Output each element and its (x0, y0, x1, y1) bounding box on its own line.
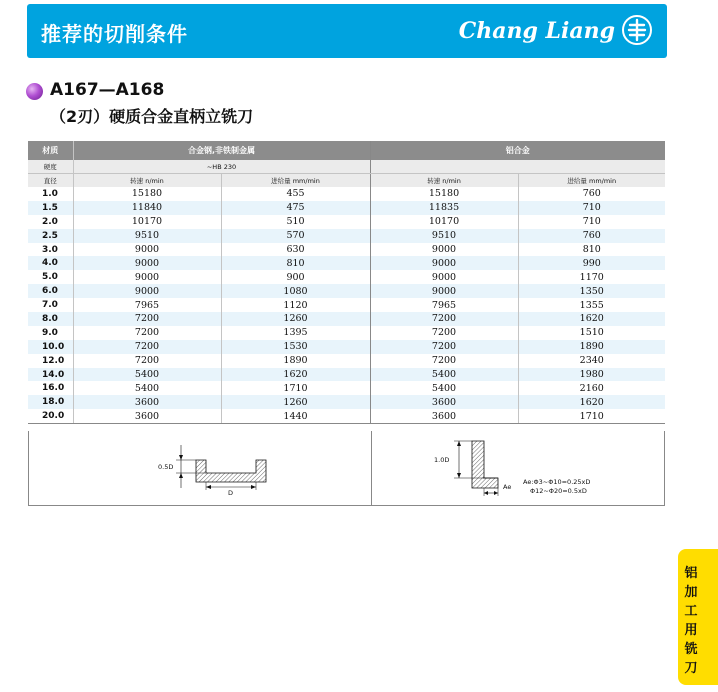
speed-cell-alloy-steel: 9510 (73, 229, 221, 243)
table-row (28, 187, 665, 201)
hardness-label: 硬度 (28, 160, 73, 174)
side-ae-note-line1: Ae:Φ3~Φ10=0.25xD (523, 478, 591, 486)
speed-cell-aluminum: 3600 (370, 395, 518, 409)
feed-cell-aluminum: 760 (518, 229, 665, 243)
speed-cell-alloy-steel: 7965 (73, 298, 221, 312)
table-body (28, 141, 665, 424)
diameter-cell: 3.0 (42, 244, 58, 255)
table-row (28, 409, 665, 423)
table-row (28, 381, 665, 395)
speed-cell-alloy-steel: 3600 (73, 409, 221, 423)
diameter-cell: 20.0 (28, 409, 73, 423)
side-category-tab (678, 549, 718, 685)
side-tab-text (678, 564, 704, 678)
speed-cell-alloy-steel: 5400 (73, 381, 221, 395)
feed-cell-alloy-steel: 810 (221, 256, 370, 270)
brand-name: Chang Liang (458, 18, 615, 44)
table-row (28, 326, 665, 340)
feed-cell-alloy-steel: 1260 (221, 312, 370, 326)
feed-cell-aluminum: 1710 (518, 409, 665, 423)
feed-cell-alloy-steel: 455 (221, 187, 370, 201)
speed-cell-aluminum: 9000 (370, 270, 518, 284)
hardness-value-alloy-steel: ~HB 230 (73, 160, 370, 174)
feed-cell-alloy-steel: 1710 (221, 381, 370, 395)
speed-cell-alloy-steel: 7200 (73, 312, 221, 326)
side-ae-arrow-right-icon (494, 491, 498, 495)
speed-cell-aluminum: 5400 (370, 381, 518, 395)
speed-cell-aluminum: 7200 (370, 312, 518, 326)
side-tab-char: 铝 (684, 566, 698, 581)
table-row (28, 340, 665, 354)
speed-label-alloy-steel: 转速 n/min (73, 174, 221, 188)
diameter-cell: 2.0 (42, 216, 58, 227)
diagram-area (28, 431, 665, 506)
feed-cell-aluminum: 710 (518, 201, 665, 215)
speed-cell-aluminum: 5400 (370, 368, 518, 382)
cutting-conditions-table (28, 141, 665, 424)
side-milling-diagram (372, 431, 665, 505)
table-row (28, 243, 665, 257)
speed-cell-aluminum: 9000 (370, 284, 518, 298)
speed-cell-alloy-steel: 10170 (73, 215, 221, 229)
side-tab-char: 用 (684, 623, 698, 638)
diameter-cell: 7.0 (42, 300, 58, 311)
feed-cell-aluminum: 760 (518, 187, 665, 201)
feed-cell-alloy-steel: 1620 (221, 368, 370, 382)
feed-cell-alloy-steel: 1440 (221, 409, 370, 423)
diameter-cell: 2.5 (28, 229, 73, 243)
table-row (28, 270, 665, 284)
side-ae-note-line2: Φ12~Φ20=0.5xD (530, 487, 587, 495)
speed-cell-alloy-steel: 7200 (73, 354, 221, 368)
product-model: A167—A168 (50, 80, 165, 100)
side-tab-char: 刀 (684, 661, 698, 676)
speed-cell-aluminum: 10170 (370, 215, 518, 229)
speed-cell-alloy-steel: 9000 (73, 270, 221, 284)
feed-cell-alloy-steel: 1395 (221, 326, 370, 340)
speed-cell-aluminum: 9510 (370, 229, 518, 243)
feed-cell-alloy-steel: 510 (221, 215, 370, 229)
diameter-label: 直径 (28, 174, 73, 188)
side-tab-char: 铣 (684, 642, 698, 657)
speed-cell-alloy-steel: 3600 (73, 395, 221, 409)
speed-cell-alloy-steel: 7200 (73, 326, 221, 340)
feed-cell-alloy-steel: 630 (221, 243, 370, 257)
feed-cell-aluminum: 1890 (518, 340, 665, 354)
diameter-cell: 10.0 (28, 340, 73, 354)
speed-cell-aluminum: 7200 (370, 326, 518, 340)
hardness-value-aluminum (370, 160, 665, 174)
diameter-cell: 4.0 (28, 256, 73, 270)
slot-width-label: D (228, 489, 234, 497)
diameter-cell: 14.0 (28, 368, 73, 382)
feed-cell-aluminum: 1980 (518, 368, 665, 382)
table-row (28, 201, 665, 215)
speed-label-aluminum: 转速 n/min (370, 174, 518, 188)
side-workpiece-shape (472, 441, 498, 488)
feed-cell-alloy-steel: 1080 (221, 284, 370, 298)
slot-depth-arrow-bottom-icon (179, 473, 183, 478)
speed-cell-alloy-steel: 11840 (73, 201, 221, 215)
speed-cell-aluminum: 3600 (370, 409, 518, 423)
speed-cell-aluminum: 9000 (370, 243, 518, 257)
feed-cell-aluminum: 1350 (518, 284, 665, 298)
diameter-cell: 18.0 (28, 395, 73, 409)
diameter-cell: 5.0 (42, 272, 58, 283)
slot-milling-diagram (29, 431, 371, 505)
slot-depth-arrow-top-icon (179, 455, 183, 460)
group-name-alloy-steel: 合金钢,非铁制金属 (73, 141, 370, 160)
speed-cell-aluminum: 9000 (370, 256, 518, 270)
diameter-cell: 1.0 (42, 188, 58, 199)
diameter-cell: 8.0 (28, 312, 73, 326)
material-label: 材质 (28, 141, 73, 160)
table-row (28, 256, 665, 270)
speed-cell-alloy-steel: 9000 (73, 243, 221, 257)
feed-cell-alloy-steel: 900 (221, 270, 370, 284)
table-row (28, 284, 665, 298)
feed-cell-aluminum: 1620 (518, 395, 665, 409)
slot-width-arrow-left-icon (206, 485, 211, 489)
banner-title: 推荐的切削条件 (41, 22, 188, 46)
header-row-material (28, 141, 665, 160)
side-depth-label: 1.0D (434, 456, 450, 464)
table-row (28, 395, 665, 409)
speed-cell-alloy-steel: 15180 (73, 187, 221, 201)
slot-width-arrow-right-icon (251, 485, 256, 489)
purple-bullet-icon (26, 83, 43, 100)
slot-depth-label: 0.5D (158, 463, 174, 471)
feed-cell-aluminum: 990 (518, 256, 665, 270)
speed-cell-aluminum: 11835 (370, 201, 518, 215)
group-name-aluminum: 铝合金 (370, 141, 665, 160)
speed-cell-aluminum: 7200 (370, 354, 518, 368)
table-row (28, 368, 665, 382)
feed-cell-aluminum: 1620 (518, 312, 665, 326)
diameter-cell: 6.0 (28, 284, 73, 298)
slot-workpiece-shape (196, 460, 266, 482)
diameter-cell: 12.0 (42, 355, 65, 366)
feed-cell-alloy-steel: 1530 (221, 340, 370, 354)
feed-label-aluminum: 进给量 mm/min (518, 174, 665, 188)
feed-cell-alloy-steel: 1890 (221, 354, 370, 368)
diameter-cell: 1.5 (28, 201, 73, 215)
speed-cell-alloy-steel: 9000 (73, 284, 221, 298)
feed-cell-aluminum: 2160 (518, 381, 665, 395)
feed-cell-alloy-steel: 1120 (221, 298, 370, 312)
speed-cell-aluminum: 7965 (370, 298, 518, 312)
feed-cell-alloy-steel: 475 (221, 201, 370, 215)
table-row (28, 312, 665, 326)
side-depth-arrow-top-icon (457, 441, 461, 446)
feed-cell-aluminum: 710 (518, 215, 665, 229)
side-ae-arrow-left-icon (484, 491, 488, 495)
table-row (28, 215, 665, 229)
feed-cell-aluminum: 810 (518, 243, 665, 257)
table-row (28, 298, 665, 312)
feed-cell-alloy-steel: 1260 (221, 395, 370, 409)
brand-logo-icon (621, 14, 653, 46)
speed-cell-aluminum: 15180 (370, 187, 518, 201)
side-tab-char: 工 (684, 604, 698, 619)
header-row-diameter (28, 174, 665, 188)
header-row-hardness (28, 160, 665, 174)
feed-cell-alloy-steel: 570 (221, 229, 370, 243)
feed-cell-aluminum: 2340 (518, 354, 665, 368)
feed-cell-aluminum: 1510 (518, 326, 665, 340)
side-ae-label: Ae (503, 483, 512, 491)
diameter-cell: 9.0 (42, 327, 58, 338)
table-row (28, 354, 665, 368)
product-name: （2刃）硬质合金直柄立铣刀 (50, 107, 254, 126)
diameter-cell: 16.0 (42, 383, 65, 394)
table-row (28, 229, 665, 243)
speed-cell-alloy-steel: 9000 (73, 256, 221, 270)
feed-label-alloy-steel: 进给量 mm/min (221, 174, 370, 188)
side-tab-char: 加 (684, 585, 698, 600)
speed-cell-alloy-steel: 7200 (73, 340, 221, 354)
side-depth-arrow-bottom-icon (457, 473, 461, 478)
speed-cell-alloy-steel: 5400 (73, 368, 221, 382)
feed-cell-aluminum: 1355 (518, 298, 665, 312)
speed-cell-aluminum: 7200 (370, 340, 518, 354)
header-banner (27, 4, 667, 58)
feed-cell-aluminum: 1170 (518, 270, 665, 284)
